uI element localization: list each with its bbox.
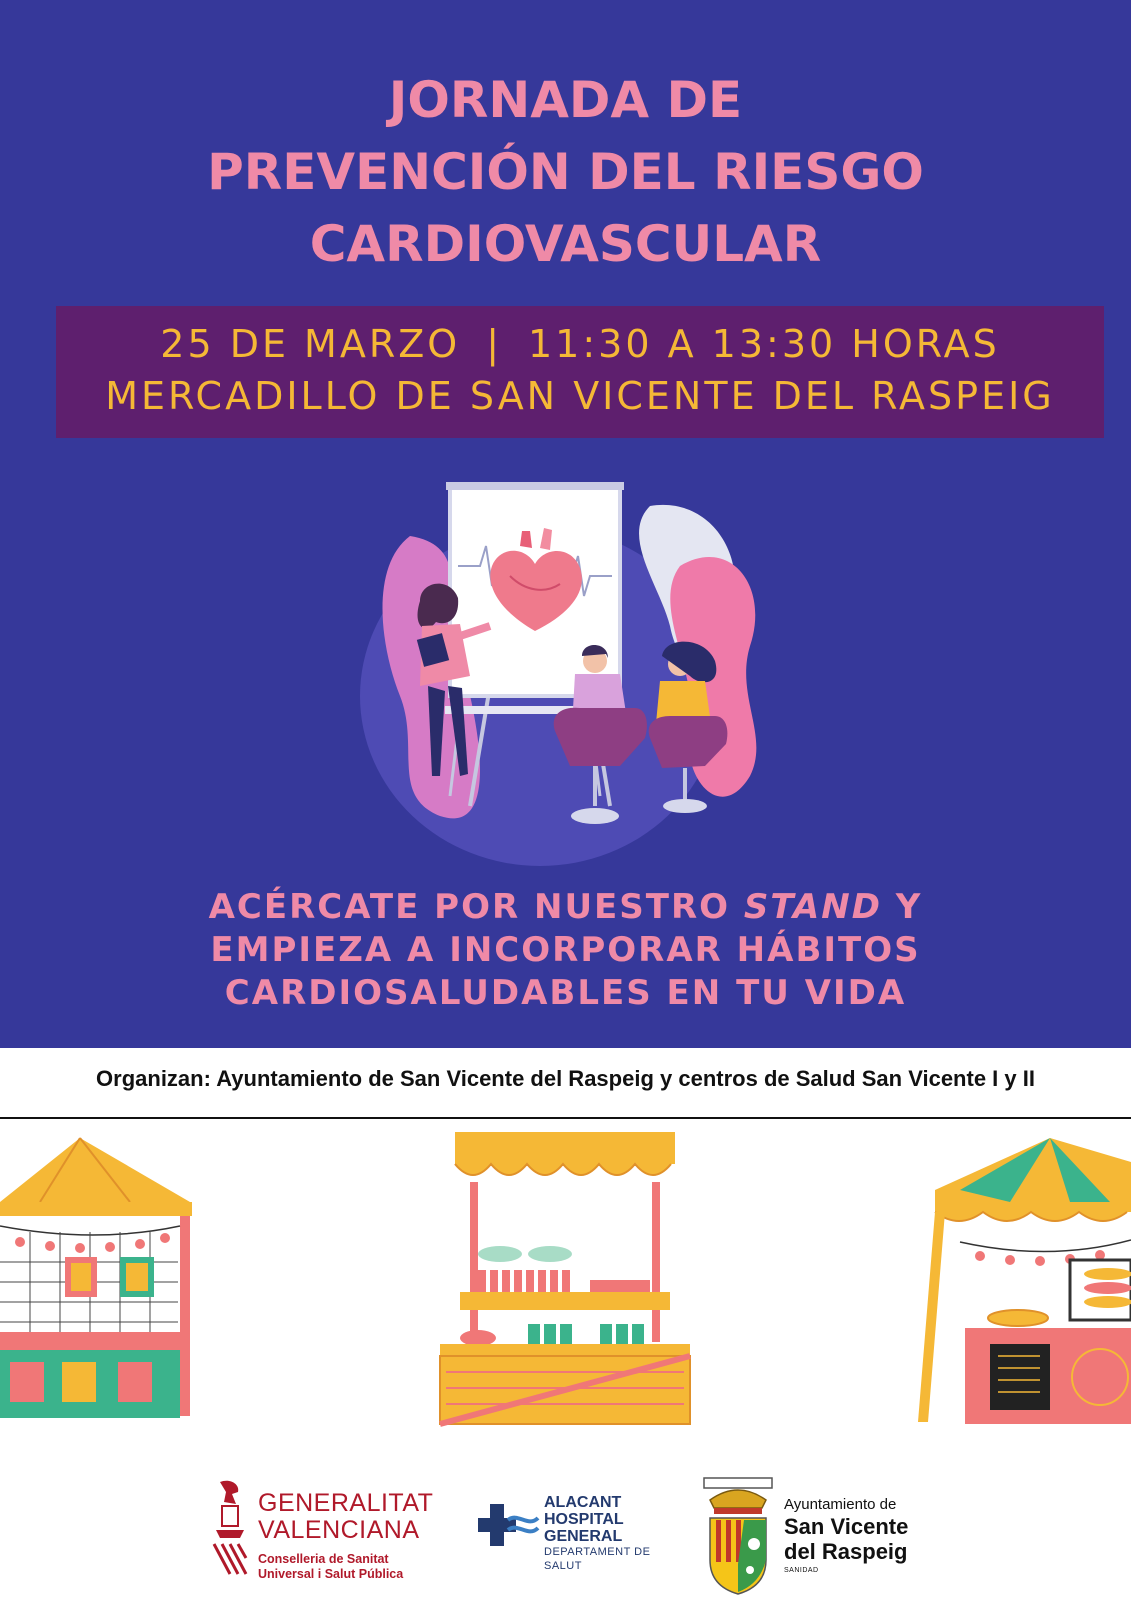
ayuntamiento-line-2: San Vicente — [784, 1514, 909, 1539]
separator: | — [486, 322, 502, 366]
divider — [0, 1117, 1131, 1119]
event-date: 25 DE MARZO — [160, 322, 461, 366]
event-info-box — [56, 306, 1104, 438]
event-location: MERCADILLO DE SAN VICENTE DEL RASPEIG — [105, 374, 1055, 418]
ayuntamiento-line-3: del Raspeig — [784, 1539, 908, 1564]
ayuntamiento-line-1: Ayuntamiento de — [784, 1496, 897, 1513]
ayuntamiento-line-4: SANIDAD — [784, 1567, 819, 1574]
heart-presentation-illustration — [350, 476, 790, 876]
generalitat-emblem-icon — [210, 1478, 250, 1578]
hospital-line-3: DEPARTAMENT DE SALUT — [544, 1546, 651, 1572]
title-line-2: PREVENCIÓN DEL RIESGO — [207, 143, 924, 201]
callout-line-2: EMPIEZA A INCORPORAR HÁBITOS — [210, 930, 921, 970]
market-stalls-illustration — [0, 1132, 1131, 1437]
hospital-text — [544, 1494, 678, 1573]
callout-line-1 — [0, 886, 1131, 929]
generalitat-name-line-1: GENERALITAT — [258, 1489, 434, 1517]
generalitat-sub-line-1: Conselleria de Sanitat — [258, 1552, 389, 1566]
poster-title — [0, 64, 1131, 280]
callout-text — [0, 886, 1131, 1015]
ayuntamiento-text — [784, 1496, 908, 1576]
hospital-line-1: ALACANT — [544, 1494, 622, 1511]
generalitat-department — [258, 1552, 403, 1582]
callout-stand-word: STAND — [743, 887, 882, 927]
generalitat-logo — [210, 1478, 440, 1588]
ayuntamiento-logo — [700, 1474, 940, 1598]
market-stall-icon — [918, 1138, 1131, 1424]
callout-line-1-start: ACÉRCATE POR NUESTRO — [208, 887, 744, 927]
hospital-line-2: HOSPITAL GENERAL — [544, 1511, 624, 1545]
generalitat-name — [258, 1490, 433, 1544]
callout-line-3: CARDIOSALUDABLES EN TU VIDA — [224, 973, 907, 1013]
hospital-cross-icon — [478, 1500, 540, 1550]
generalitat-sub-line-2: Universal i Salut Pública — [258, 1567, 404, 1581]
date-time-line — [56, 322, 1104, 366]
title-line-1: JORNADA DE — [388, 71, 743, 129]
hospital-logo — [478, 1494, 678, 1572]
market-stall-icon — [0, 1138, 192, 1418]
coat-of-arms-icon — [700, 1474, 776, 1598]
event-time: 11:30 A 13:30 HORAS — [528, 322, 1000, 366]
callout-line-1-end: Y — [881, 887, 923, 927]
organizers-text: Organizan: Ayuntamiento de San Vicente del Raspeig y centros de Salud San Vicente I y II — [96, 1066, 1035, 1091]
market-stall-icon — [440, 1132, 690, 1424]
generalitat-name-line-2: VALENCIANA — [258, 1516, 420, 1544]
logos-row — [0, 1470, 1131, 1600]
title-line-3: CARDIOVASCULAR — [309, 215, 822, 273]
